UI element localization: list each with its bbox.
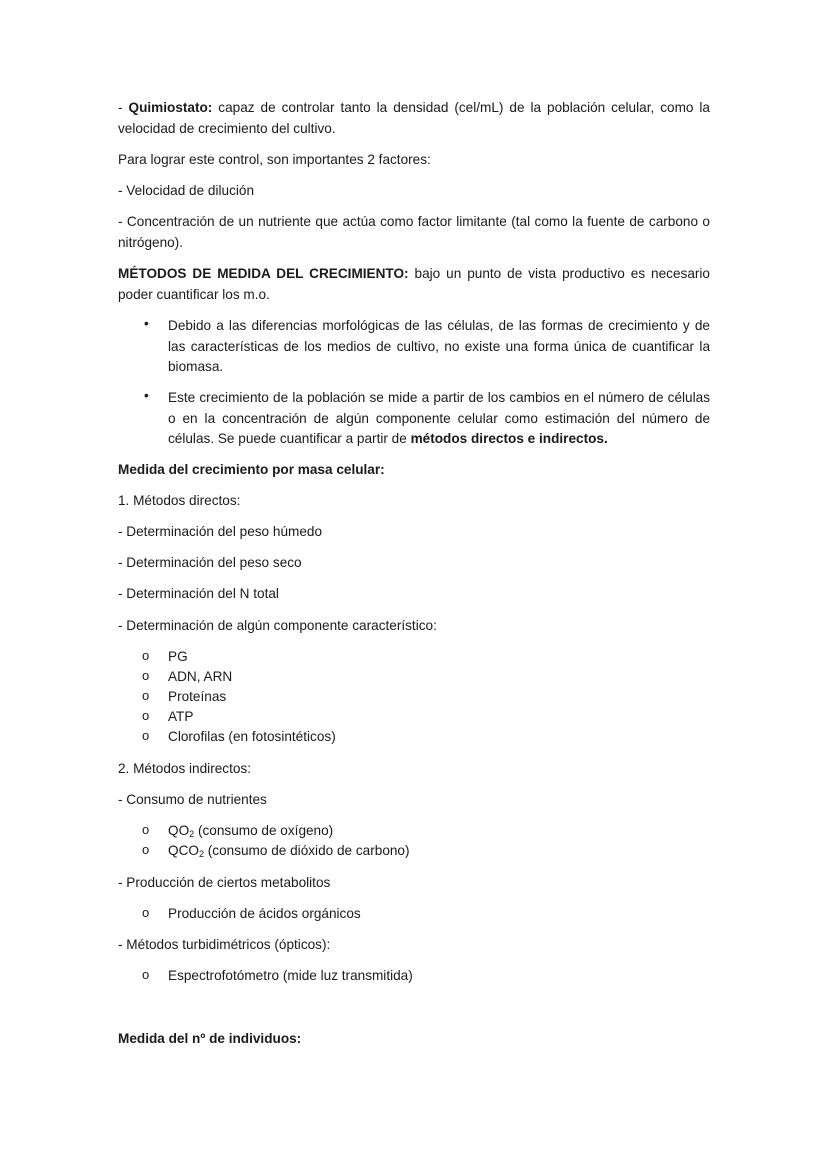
heading-masa-celular: Medida del crecimiento por masa celular: [118, 462, 385, 477]
sub-item-qco2: $QCO_2$ (consumo de dióxido de carbono) [168, 843, 410, 859]
directos-item: - Determinación del peso seco [118, 555, 302, 570]
circle-bullet-icon: o [142, 967, 150, 982]
paragraph-metodos: MÉTODOS DE MEDIDA DEL CRECIMIENTO: bajo un punto de vista productivo es necesario poder cuantificar los m.o. [118, 266, 710, 302]
circle-bullet-icon: o [142, 905, 150, 920]
circle-bullet-icon: o [142, 688, 150, 703]
bullet-item: Este crecimiento de la población se mide a partir de los cambios en el número de células o en la concentración de algún componente celular como estimación del número de células. Se puede cuantificar a partir de métodos directos e indirectos. [168, 390, 710, 446]
paragraph-quimiostato: - Quimiostato: capaz de controlar tanto la densidad (cel/mL) de la población celular, como la velocidad de crecimiento del cultivo. [118, 100, 710, 136]
sub-item: Producción de ácidos orgánicos [168, 906, 361, 921]
indirectos-item: - Producción de ciertos metabolitos [118, 875, 331, 890]
circle-bullet-icon: o [142, 842, 150, 857]
heading-individuos: Medida del nº de individuos: [118, 1031, 302, 1046]
circle-bullet-icon: o [142, 708, 150, 723]
circle-bullet-icon: o [142, 728, 150, 743]
bullet-icon: • [144, 316, 149, 331]
term-metodos: MÉTODOS DE MEDIDA DEL CRECIMIENTO: [118, 266, 409, 281]
sub-item: ATP [168, 709, 194, 724]
directos-item: - Determinación del N total [118, 586, 279, 601]
line-dilucion: - Velocidad de dilución [118, 183, 255, 198]
term-quimiostato: Quimiostato: [128, 100, 213, 115]
indirectos-item: - Métodos turbidimétricos (ópticos): [118, 937, 331, 952]
paragraph-control: Para lograr este control, son importantes 2 factores: [118, 152, 431, 167]
bullet-icon: • [144, 388, 149, 403]
directos-item: - Determinación de algún componente característico: [118, 618, 437, 633]
sub-item-qo2: $QO_2$ (consumo de oxígeno) [168, 823, 334, 839]
circle-bullet-icon: o [142, 668, 150, 683]
circle-bullet-icon: o [142, 822, 150, 837]
sub-item: Clorofilas (en fotosintéticos) [168, 729, 336, 744]
sub-item: ADN, ARN [168, 669, 233, 684]
directos-title: 1. Métodos directos: [118, 493, 241, 508]
indirectos-item: - Consumo de nutrientes [118, 792, 267, 807]
sub-item: Proteínas [168, 689, 227, 704]
paragraph-nutriente: - Concentración de un nutriente que actúa como factor limitante (tal como la fuente de carbono o nitrógeno). [118, 214, 710, 250]
sub-item: Espectrofotómetro (mide luz transmitida) [168, 968, 413, 983]
directos-item: - Determinación del peso húmedo [118, 524, 323, 539]
sub-item: PG [168, 649, 188, 664]
circle-bullet-icon: o [142, 648, 150, 663]
bullet-item: Debido a las diferencias morfológicas de las células, de las formas de crecimiento y de las características de los medios de cultivo, no existe una forma única de cuantificar la biomasa. [168, 318, 710, 374]
indirectos-title: 2. Métodos indirectos: [118, 761, 251, 776]
